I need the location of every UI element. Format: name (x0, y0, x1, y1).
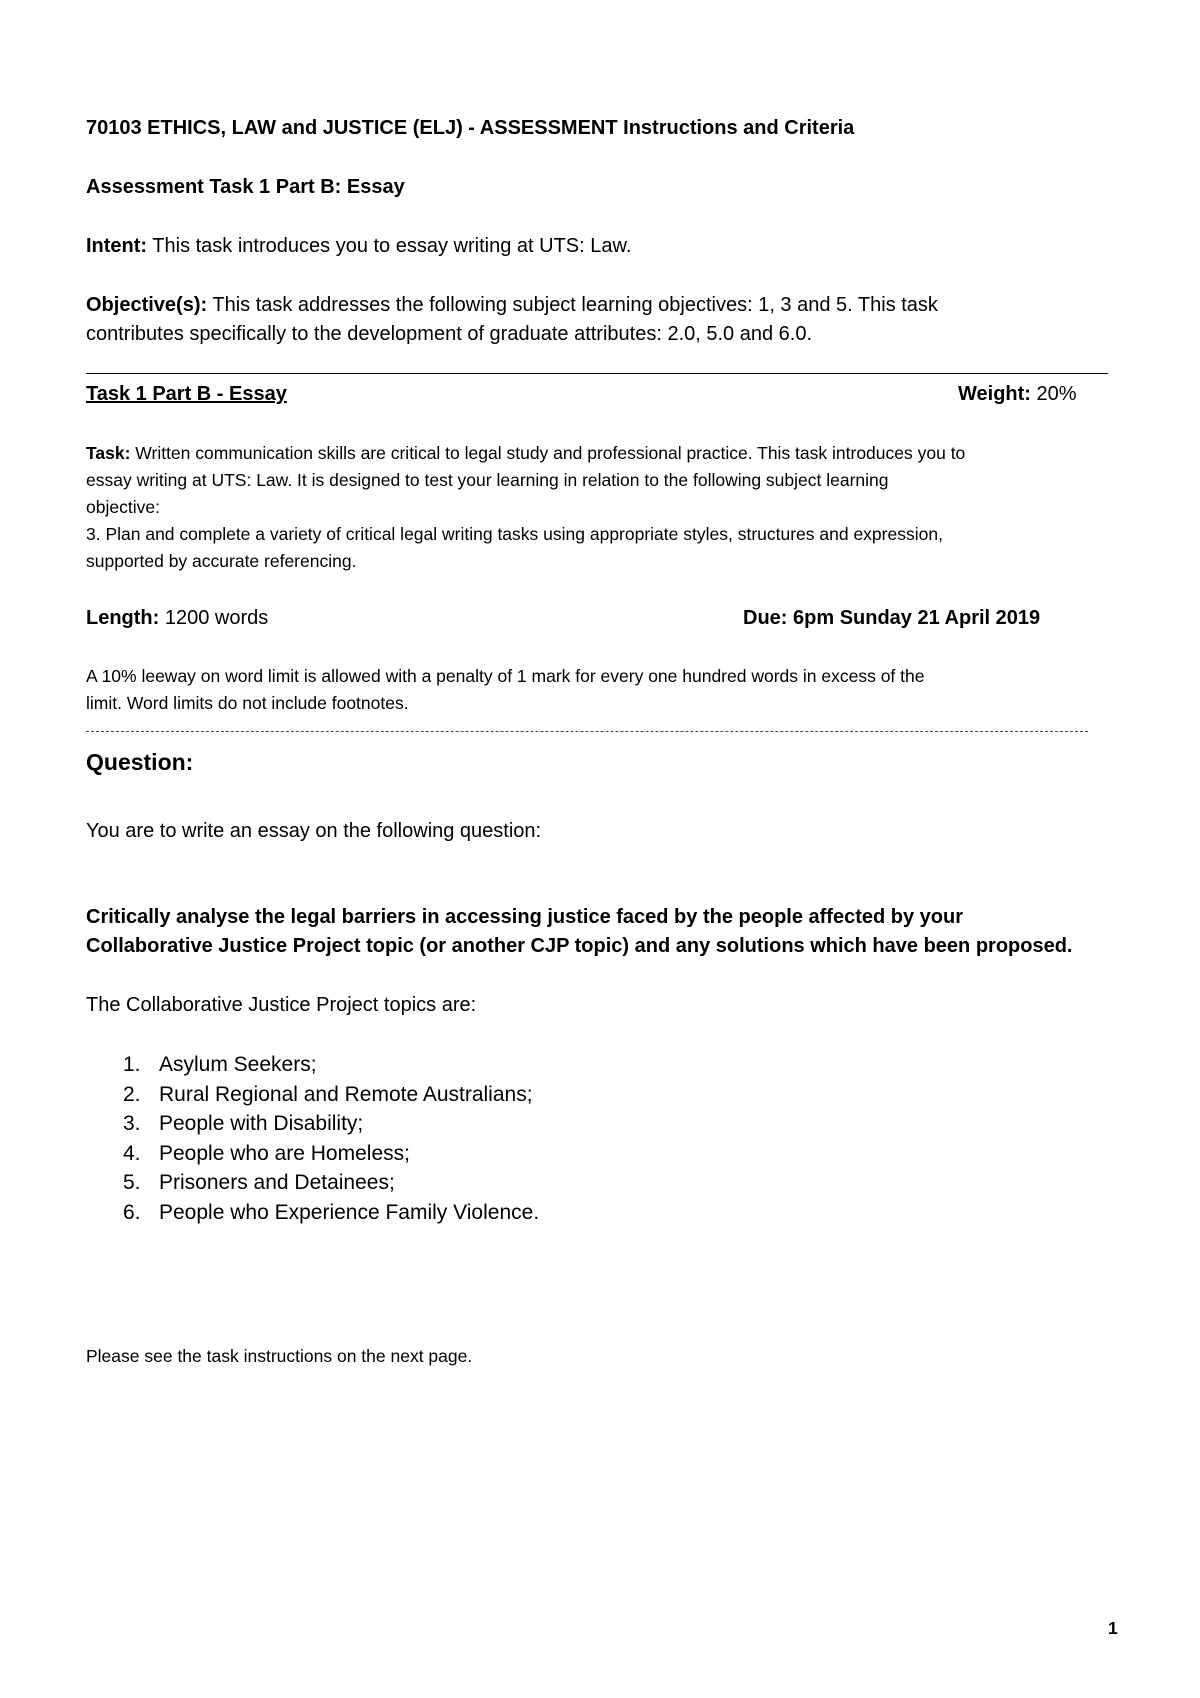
leeway-note-line1: A 10% leeway on word limit is allowed with a penalty of 1 mark for every one hundred words in excess of the (86, 666, 925, 686)
next-page-note: Please see the task instructions on the next page. (86, 1346, 473, 1366)
question-intro: You are to write an essay on the following question: (86, 820, 542, 842)
due-label: Due: (743, 607, 788, 629)
document-title: 70103 ETHICS, LAW and JUSTICE (ELJ) - ASSESSMENT Instructions and Criteria (86, 117, 855, 139)
assessment-subtitle: Assessment Task 1 Part B: Essay (86, 176, 405, 198)
question-prompt-line1: Critically analyse the legal barriers in accessing justice faced by the people affected by your (86, 906, 964, 928)
weight-value: 20% (1030, 383, 1077, 405)
task-description-line2: essay writing at UTS: Law. It is designed to test your learning in relation to the following subject learning (86, 470, 889, 490)
list-item-number: 1. (123, 1053, 141, 1076)
intent-text: This task introduces you to essay writing at UTS: Law. (147, 235, 632, 257)
objectives-text-line2: contributes specifically to the development of graduate attributes: 2.0, 5.0 and 6.0. (86, 323, 813, 345)
due-field (743, 607, 1040, 630)
list-item (86, 1201, 539, 1231)
list-item-label: People with Disability; (159, 1112, 364, 1136)
task-weight (958, 383, 1077, 406)
list-item (86, 1171, 539, 1201)
intent-paragraph (86, 235, 631, 258)
list-item-number: 4. (123, 1141, 141, 1165)
topics-list (86, 1053, 539, 1231)
list-item (86, 1142, 539, 1172)
objectives-paragraph-line1 (86, 294, 938, 317)
leeway-note-line2: limit. Word limits do not include footnotes. (86, 693, 409, 713)
objectives-label: Objective(s): (86, 294, 208, 316)
question-prompt-line2: Collaborative Justice Project topic (or another CJP topic) and any solutions which have been proposed. (86, 935, 1073, 957)
learning-objective-line2: supported by accurate referencing. (86, 551, 357, 571)
list-item (86, 1053, 539, 1083)
section-divider (86, 373, 1108, 374)
list-item-label: People who Experience Family Violence. (159, 1200, 540, 1224)
length-label: Length: (86, 607, 160, 629)
list-item-number: 3. (123, 1112, 141, 1136)
task-heading: Task 1 Part B - Essay (86, 383, 287, 405)
objectives-text-line1: This task addresses the following subject learning objectives: 1, 3 and 5. This task (207, 294, 938, 316)
list-item (86, 1083, 539, 1113)
learning-objective-line1: 3. Plan and complete a variety of critical legal writing tasks using appropriate styles, structures and expression, (86, 524, 943, 544)
weight-label: Weight: (958, 383, 1031, 405)
due-value: 6pm Sunday 21 April 2019 (787, 607, 1041, 629)
question-heading: Question: (86, 749, 194, 775)
list-item-number: 6. (123, 1200, 141, 1224)
list-item-number: 2. (123, 1082, 141, 1106)
intent-label: Intent: (86, 235, 148, 257)
list-item (86, 1112, 539, 1142)
topics-intro: The Collaborative Justice Project topics are: (86, 994, 477, 1016)
length-value: 1200 words (159, 607, 269, 629)
list-item-label: People who are Homeless; (159, 1141, 410, 1165)
task-description-line1 (86, 443, 965, 464)
length-field (86, 607, 268, 630)
task-text-line1: Written communication skills are critical to legal study and professional practice. This task introduces you to (130, 443, 966, 463)
list-item-label: Prisoners and Detainees; (159, 1171, 395, 1195)
task-description-line3: objective: (86, 497, 160, 517)
page-number: 1 (1108, 1618, 1118, 1638)
dashed-divider (86, 731, 1088, 732)
task-label: Task: (86, 443, 131, 463)
list-item-label: Asylum Seekers; (159, 1053, 317, 1076)
list-item-number: 5. (123, 1171, 141, 1195)
list-item-label: Rural Regional and Remote Australians; (159, 1082, 533, 1106)
